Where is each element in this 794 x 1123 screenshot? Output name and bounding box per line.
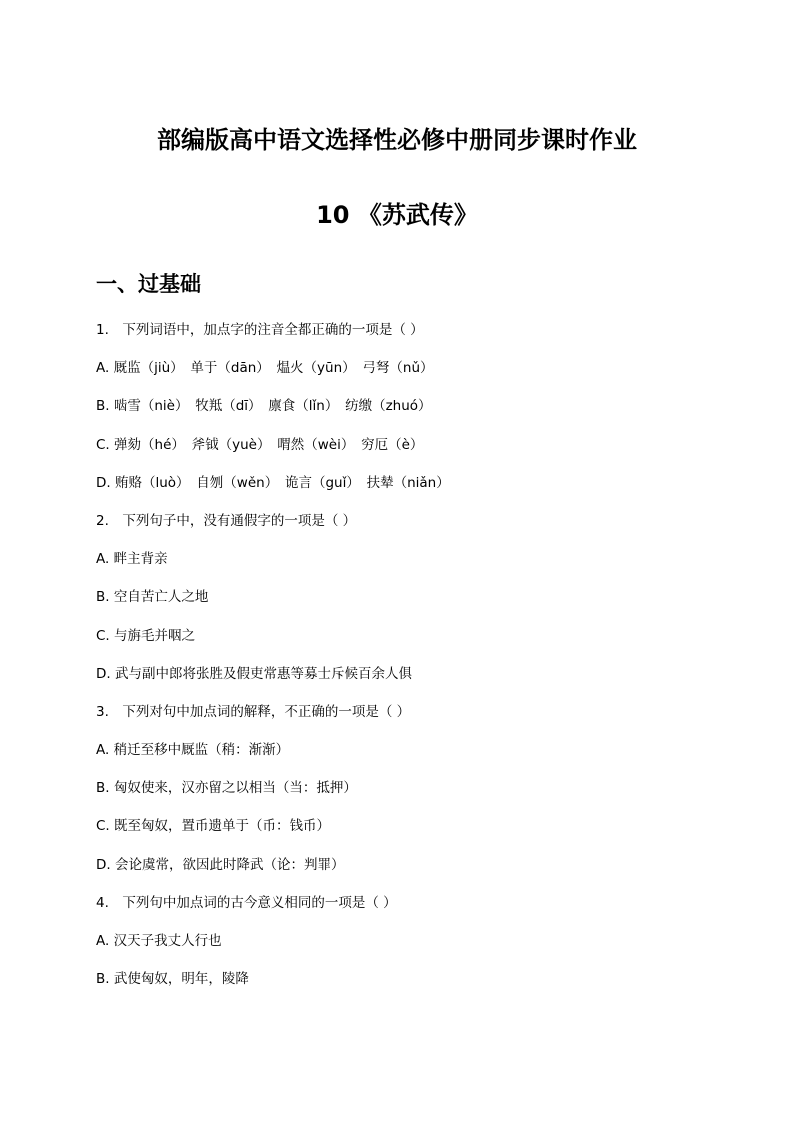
question-list	[96, 320, 736, 1007]
question-4-option-b: B. 武使匈奴，明年，陵降	[96, 971, 249, 988]
question-2-option-b: B. 空自苦亡人之地	[96, 589, 209, 606]
question-4-stem: 4. 下列句中加点词的古今意义相同的一项是（ ）	[96, 894, 397, 911]
question-1-option-c: C. 弹劾（hé） 斧钺（yuè） 喟然（wèi） 穷厄（è）	[96, 436, 424, 453]
question-4-option-a: A. 汉天子我丈人行也	[96, 933, 222, 949]
question-3-option-c: C. 既至匈奴，置币遗单于（币：钱币）	[96, 818, 331, 835]
question-1-option-a: A. 厩监（jiù） 单于（dān） 煴火（yūn） 弓弩（nǔ）	[96, 360, 434, 377]
question-1-option-b: B. 啮雪（niè） 牧羝（dī） 廪食（lǐn） 纺缴（zhuó）	[96, 398, 432, 415]
question-3-option-b: B. 匈奴使来，汉亦留之以相当（当：抵押）	[96, 780, 357, 797]
document-subtitle: 10 《苏武传》	[316, 201, 478, 229]
question-2-option-a: A. 畔主背亲	[96, 551, 168, 568]
question-3-stem: 3. 下列对句中加点词的解释，不正确的一项是（ ）	[96, 703, 411, 720]
question-2-option-d: D. 武与副中郎将张胜及假吏常惠等募士斥候百余人俱	[96, 665, 412, 682]
question-2-option-c: C. 与旃毛并咽之	[96, 627, 196, 644]
question-1-option-d: D. 贿赂（luò） 自刎（wěn） 诡言（guǐ） 扶辇（niǎn）	[96, 474, 450, 491]
document-title: 部编版高中语文选择性必修中册同步课时作业	[157, 126, 637, 154]
section-heading: 一、过基础	[96, 272, 201, 296]
question-2-stem: 2. 下列句子中，没有通假字的一项是（ ）	[96, 512, 357, 529]
question-1-stem: 1. 下列词语中，加点字的注音全都正确的一项是（ ）	[96, 322, 424, 338]
question-3-option-a: A. 稍迁至移中厩监（稍：渐渐）	[96, 742, 290, 759]
question-3-option-d: D. 会论虞常，欲因此时降武（论：判罪）	[96, 856, 345, 873]
